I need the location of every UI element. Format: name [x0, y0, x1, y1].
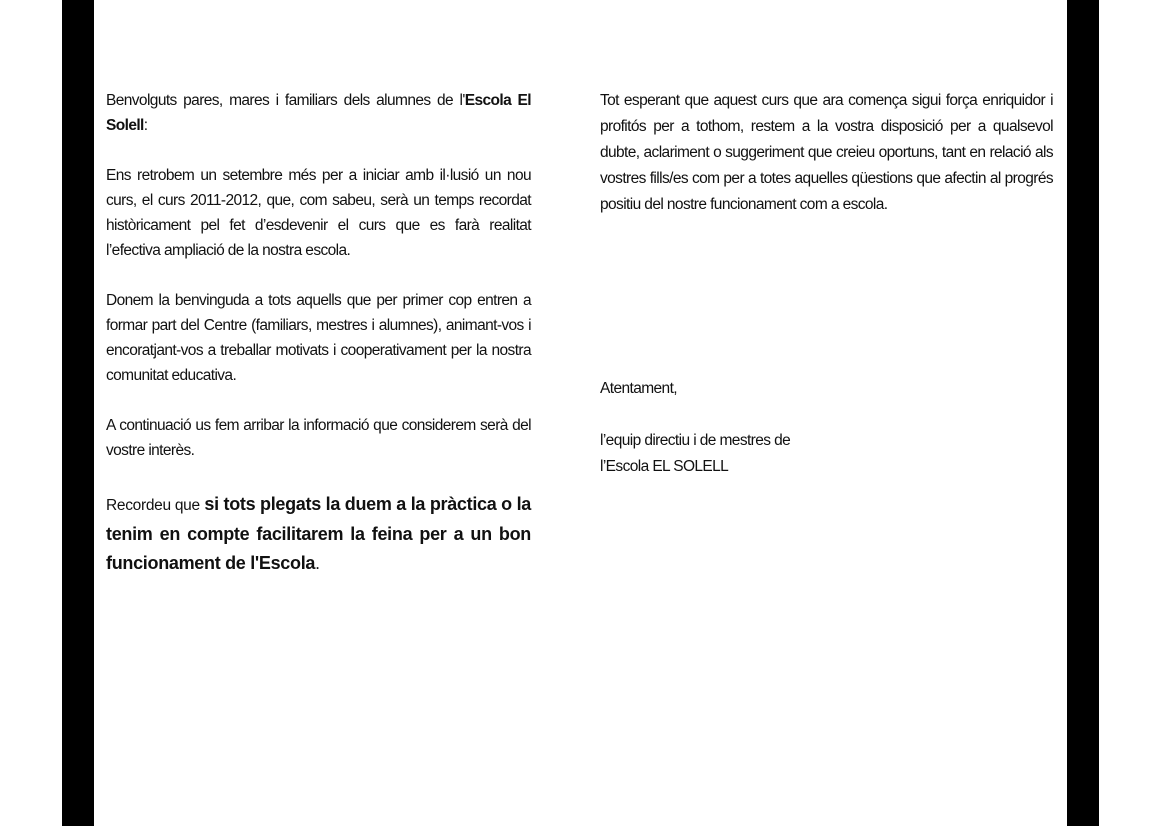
reminder-end: .: [315, 553, 320, 573]
closing-salutation: Atentament,: [600, 380, 677, 397]
reminder-lead: Recordeu que: [106, 497, 200, 514]
paragraph-information: A continuació us fem arribar la informació que considerem serà del vostre interès.: [106, 417, 531, 459]
signature-line-1: l’equip directiu i de mestres de: [600, 432, 791, 449]
right-column: [600, 88, 1053, 218]
signature-line-2: l’Escola EL SOLELL: [600, 458, 729, 475]
right-border-bar: [1067, 0, 1099, 826]
greeting-colon: :: [143, 117, 148, 134]
signature-block: [600, 376, 790, 480]
left-border-bar: [62, 0, 94, 826]
paragraph-closing-wishes: Tot esperant que aquest curs que ara comença sigui força enriquidor i profitós per a tothom, restem a la vostra disposició per a qualsevol dubte, aclariment o suggeriment que creieu oportuns, tant en relació als vostres fills/es com per a totes aquelles qüestions que afectin al progrés positiu del nostre funcionament com a escola.: [600, 92, 1053, 213]
greeting-text: Benvolguts pares, mares i familiars dels alumnes de l': [106, 92, 465, 109]
paragraph-new-year: Ens retrobem un setembre més per a iniciar amb il·lusió un nou curs, el curs 2011-2012, que, com sabeu, serà un temps recordat històricament pel fet d’esdevenir el curs que es farà realitat l’efectiva ampliació de la nostra escola.: [106, 167, 531, 259]
paragraph-reminder: [106, 490, 531, 578]
paragraph-welcome: Donem la benvinguda a tots aquells que per primer cop entren a formar part del Centre (familiars, mestres i alumnes), animant-vos i encoratjant-vos a treballar motivats i cooperativament per la nostra comunitat educativa.: [106, 292, 531, 384]
school-name: Escola El Solell: [106, 92, 531, 134]
reminder-bold: si tots plegats la duem a la pràctica o la tenim en compte facilitarem la feina per a un bon funcionament de l'Escola: [106, 494, 531, 573]
greeting: [106, 88, 531, 138]
left-column: [106, 88, 531, 578]
